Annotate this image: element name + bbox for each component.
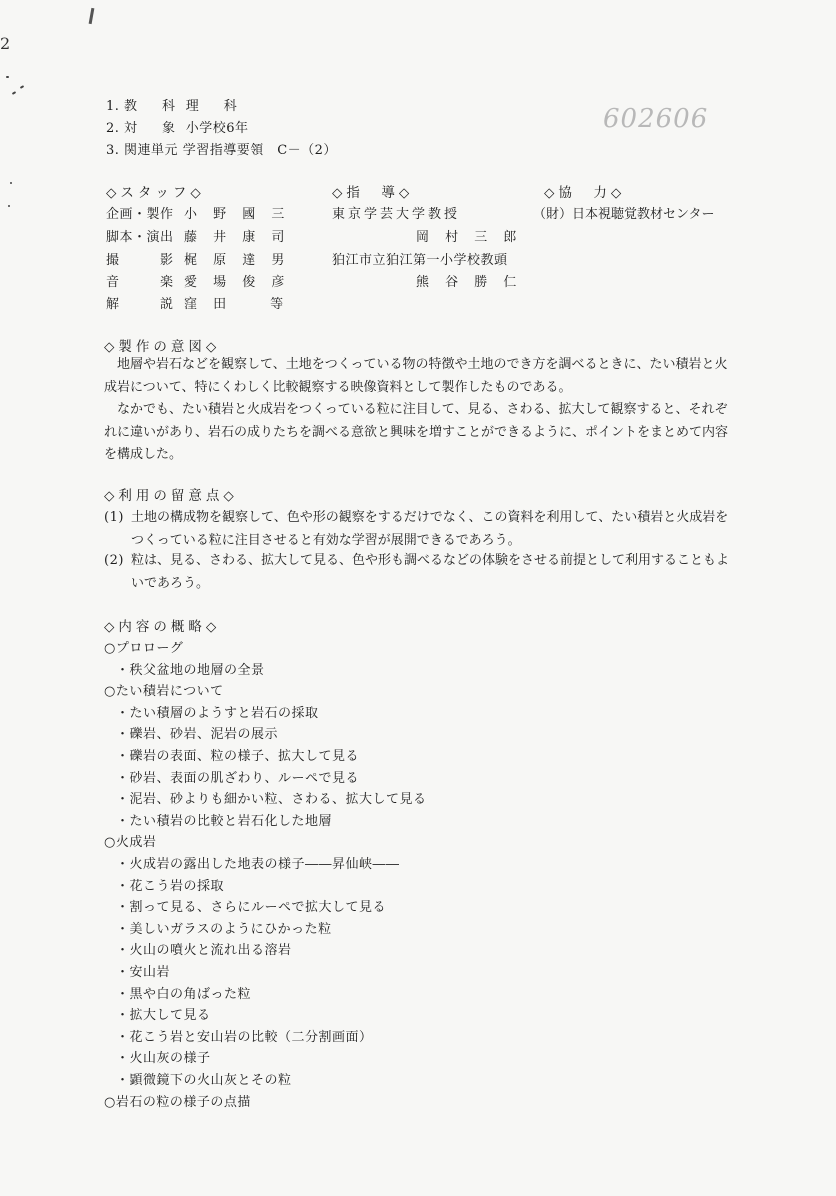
outline-item: ・礫岩の表面、粒の様子、拡大して見る [116, 749, 360, 764]
cooperation-line: （財）日本視聴覚教材センター [533, 207, 715, 222]
info-num: 2. [106, 121, 120, 136]
staff-name: 小 野 國 三 [184, 207, 291, 222]
guidance-line: 岡 村 三 郎 [416, 230, 523, 245]
outline-section: ○プロローグ [104, 641, 184, 656]
outline-item: ・割って見る、さらにルーペで拡大して見る [116, 900, 387, 916]
scan-speck [6, 76, 9, 78]
outline-item: ・顕微鏡下の火山灰とその粒 [116, 1073, 292, 1088]
outline-section: ○火成岩 [104, 835, 157, 851]
info-label: 対 象 [124, 121, 182, 136]
corner-mark: 2 [0, 34, 11, 53]
guidance-heading: ◇指 導◇ [332, 185, 414, 201]
outline-item: ・たい積層のようすと岩石の採取 [116, 705, 319, 721]
outline-item: ・礫岩、砂岩、泥岩の展示 [116, 727, 279, 743]
note-number: (1) [104, 510, 124, 525]
staff-name: 窪 田 等 [184, 297, 290, 312]
staff-role: 脚本・演出 [106, 230, 174, 245]
purpose-paragraph-2: なかでも、たい積岩と火成岩をつくっている粒に注目して、見る、さわる、拡大して観察すると、それぞれに違いがあり、岩石の成りたちを調べる意欲と興味を増すことができるように、ポイントをまとめて内容を構成した。 [104, 402, 729, 462]
scan-speck [12, 91, 16, 95]
purpose-heading: ◇製作の意図◇ [104, 339, 221, 355]
outline-item: ・火成岩の露出した地表の様子――昇仙峡―― [116, 857, 400, 872]
scan-mark [89, 8, 95, 24]
scan-speck [10, 182, 12, 184]
cooperation-heading: ◇協 力◇ [544, 185, 626, 201]
info-line-3 [106, 142, 337, 160]
guidance-line: 狛江市立狛江第一小学校教頭 [332, 253, 508, 268]
info-value: 理 科 [185, 99, 243, 114]
outline-item: ・火山の噴火と流れ出る溶岩 [116, 943, 292, 959]
staff-role: 解 説 [106, 297, 174, 312]
outline-heading: ◇内容の概略◇ [104, 619, 221, 635]
info-line-1 [106, 98, 243, 116]
outline-item: ・砂岩、表面の肌ざわり、ルーペで見る [116, 770, 360, 786]
scan-speck [8, 205, 10, 207]
scan-speck [20, 85, 24, 89]
outline-item: ・火山灰の様子 [116, 1051, 211, 1067]
info-num: 3. [106, 143, 120, 158]
outline-item: ・たい積岩の比較と岩石化した地層 [116, 813, 333, 829]
staff-name: 愛 場 俊 彦 [184, 275, 291, 290]
staff-role: 撮 影 [106, 253, 174, 268]
outline-section: ○たい積岩について [104, 684, 224, 700]
outline-item: ・泥岩、砂よりも細かい粒、さわる、拡大して見る [116, 792, 427, 808]
staff-name: 藤 井 康 司 [184, 230, 291, 245]
outline-item: ・花こう岩の採取 [116, 878, 225, 894]
guidance-line: 東京学芸大学教授 [332, 207, 461, 222]
info-value: 小学校6年 [185, 121, 249, 136]
note-text: 粒は、見る、さわる、拡大して見る、色や形も調べるなどの体験をさせる前提として利用することもよいであろう。 [131, 553, 730, 591]
outline-item: ・秩父盆地の地層の全景 [116, 662, 265, 678]
outline-item: ・拡大して見る [116, 1008, 211, 1024]
info-value: 学習指導要領 C－（2） [182, 143, 337, 158]
info-line-2 [106, 120, 248, 138]
info-label: 教 科 [124, 99, 182, 114]
outline-item: ・安山岩 [116, 965, 171, 980]
staff-name: 梶 原 達 男 [184, 253, 291, 268]
info-label: 関連単元 [124, 143, 179, 158]
guidance-line: 熊 谷 勝 仁 [416, 275, 523, 290]
outline-item: ・黒や白の角ばった粒 [116, 986, 252, 1002]
staff-heading: ◇スタッフ◇ [106, 185, 205, 201]
outline-item: ・美しいガラスのようにひかった粒 [116, 921, 332, 937]
notes-heading: ◇利用の留意点◇ [104, 488, 238, 504]
outline-item: ・花こう岩と安山岩の比較（二分割画面） [116, 1029, 373, 1045]
outline-section: ○岩石の粒の様子の点描 [104, 1094, 251, 1110]
staff-role: 音 楽 [106, 275, 174, 290]
note-number: (2) [104, 553, 124, 568]
handwritten-number: 602606 [603, 104, 709, 134]
purpose-paragraph-1: 地層や岩石などを観察して、土地をつくっている物の特徴や土地のでき方を調べるときに、たい積岩と火成岩について、特にくわしく比較観察する映像資料として製作したものである。 [104, 357, 728, 395]
staff-role: 企画・製作 [106, 207, 174, 222]
info-num: 1. [106, 99, 120, 114]
note-text: 土地の構成物を観察して、色や形の観察をするだけでなく、この資料を利用して、たい積岩と火成岩をつくっている粒に注目させると有効な学習が展開できるであろう。 [131, 510, 729, 548]
